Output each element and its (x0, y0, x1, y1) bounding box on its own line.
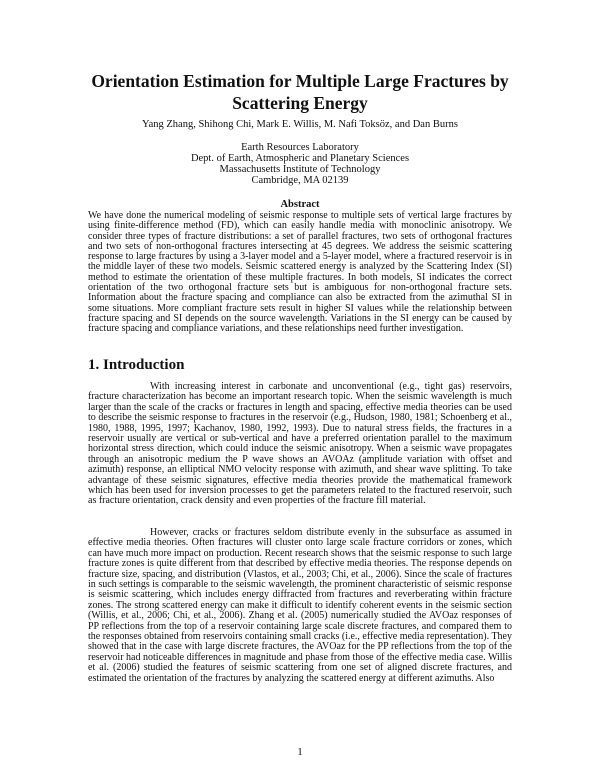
page-number: 1 (297, 746, 303, 758)
abstract-text: We have done the numerical modeling of seismic response to multiple sets of vertical large fractures by using finite-difference method (FD), which can easily handle media with monoclinic anisotropy. We consider three types of fracture distributions: a set of parallel fractures, two sets of orthogonal fractures and two sets of non-orthogonal fractures intersecting at 45 degrees. We address the seismic scattering response to large fractures by using a 3-layer model and a 5-layer model, where a fractured reservoir is in the middle layer of these two models. Seismic scattered energy is analyzed by the Scattering Index (SI) method to estimate the orientation of these multiple fractures. In both models, SI indicates the correct orientation of the two orthogonal fracture sets but is ambiguous for non-orthogonal fracture sets. Information about the fracture spacing and compliance can also be extracted from the azimuthal SI in some situations. More compliant fracture sets result in higher SI values while the relationship between fracture spacing and SI depends on the source wavelength. Variations in the SI energy can be caused by fracture spacing and compliance variations, and these relationships need further investigation. (88, 210, 512, 335)
intro-paragraph-1: With increasing interest in carbonate and unconventional (e.g., tight gas) reservoirs, fracture characterization has become an important research topic. When the seismic wavelength is much larger than the scale of the cracks or fractures in length and spacing, effective media theories can be used to describe the seismic response to fractures in the reservoir (e.g., Hudson, 1980, 1981; Schoenberg et al., 1980, 1988, 1995, 1997; Kachanov, 1980, 1992, 1993). Due to natural stress fields, the fractures in a reservoir usually are vertical or sub-vertical and have a preferred orientation parallel to the maximum horizontal stress direction, which could induce the seismic anisotropy. When a seismic wave propagates through an anisotropic medium the P wave shows an AVOAz (amplitude variation with offset and azimuth) response, an elliptical NMO velocity response with azimuth, and shear wave splitting. To take advantage of these seismic signatures, effective media theories provide the mathematical framework which has been used for inversion processes to get the parameters related to the fractured reservoir, such as fracture orientation, crack density and even properties of the fracture fill material. (88, 381, 512, 507)
intro-paragraph-2: However, cracks or fractures seldom distribute evenly in the subsurface as assumed in effective media theories. Often fractures will cluster onto large scale fracture corridors or zones, which can have much more impact on production. Recent research shows that the seismic response to such large fracture zones is quite different from that described by effective media theories. The response depends on fracture size, spacing, and distribution (Vlastos, et al., 2003; Chi, et al., 2006). Since the scale of fractures in such settings is comparable to the seismic wavelength, the prominent characteristic of seismic response is seismic scattering, which includes energy diffracted from fractures and reverberating within fracture zones. The strong scattered energy can make it difficult to identify coherent events in the seismic section (Willis, et al., 2006; Chi, et al., 2006). Zhang et al. (2005) numerically studied the AVOaz responses of PP reflections from the top of a reservoir containing large scale discrete fractures, and compared them to the responses obtained from reservoirs containing small cracks (i.e., effective media representation). They showed that in the case with large discrete fractures, the AVOaz for the PP reflections from the top of the reservoir had noticeable differences in magnitude and phase from those of the effective media case. Willis et al. (2006) studied the features of seismic scattering from one set of aligned discrete fractures, and estimated the orientation of the fractures by analyzing the scattered energy at different azimuths. Also (88, 527, 512, 684)
paper-title: Orientation Estimation for Multiple Large Fractures by Scattering Energy (91, 71, 509, 113)
section-heading-introduction: 1. Introduction (88, 357, 185, 373)
abstract-heading: Abstract (280, 199, 320, 210)
affiliation-block (0, 142, 600, 186)
affiliation-department: Dept. of Earth, Atmospheric and Planetary Sciences (190, 153, 410, 164)
author-list: Yang Zhang, Shihong Chi, Mark E. Willis, M. Nafi Toksöz, and Dan Burns (142, 119, 458, 130)
affiliation-lab: Earth Resources Laboratory (241, 142, 359, 153)
affiliation-address: Cambridge, MA 02139 (251, 175, 349, 186)
affiliation-institute: Massachusetts Institute of Technology (219, 164, 381, 175)
